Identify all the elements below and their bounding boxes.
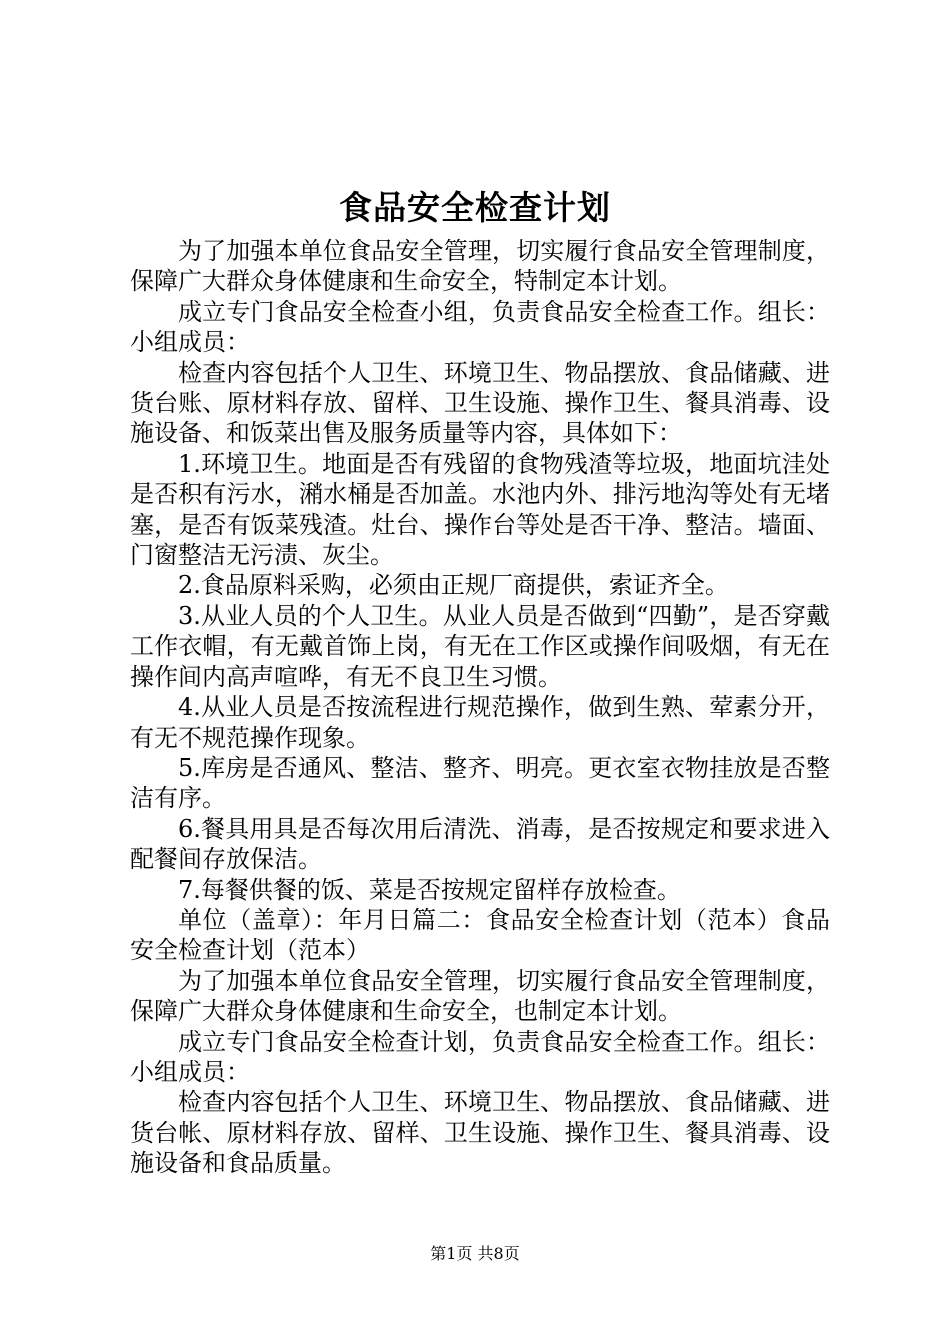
paragraph-signature: 单位（盖章）：年月日篇二：食品安全检查计划（范本）食品安全检查计划（范本） xyxy=(130,905,830,965)
paragraph-scope-2: 检查内容包括个人卫生、环境卫生、物品摆放、食品储藏、进货台帐、原材料存放、留样、卫生设施、操作卫生、餐具消毒、设施设备和食品质量。 xyxy=(130,1088,830,1178)
paragraph-item-3: 3.从业人员的个人卫生。从业人员是否做到“四勤”，是否穿戴工作衣帽，有无戴首饰上岗，有无在工作区或操作间吸烟，有无在操作间内高声喧哗，有无不良卫生习惯。 xyxy=(130,601,830,691)
paragraph-team-2: 成立专门食品安全检查计划，负责食品安全检查工作。组长：小组成员： xyxy=(130,1027,830,1086)
paragraph-item-2: 2.食品原料采购，必须由正规厂商提供，索证齐全。 xyxy=(178,571,729,600)
paragraph-item-6: 6.餐具用具是否每次用后清洗、消毒，是否按规定和要求进入配餐间存放保洁。 xyxy=(130,814,830,874)
paragraph-purpose: 为了加强本单位食品安全管理，切实履行食品安全管理制度，保障广大群众身体健康和生命安全，特制定本计划。 xyxy=(130,237,830,296)
page-number: 第1页 共8页 xyxy=(430,1244,520,1263)
document-body xyxy=(130,236,830,1179)
paragraph-team: 成立专门食品安全检查小组，负责食品安全检查工作。组长：小组成员： xyxy=(130,297,830,357)
document-title: 食品安全检查计划 xyxy=(339,188,611,227)
paragraph-item-7: 7.每餐供餐的饭、菜是否按规定留样存放检查。 xyxy=(178,875,681,904)
paragraph-item-5: 5.库房是否通风、整洁、整齐、明亮。更衣室衣物挂放是否整洁有序。 xyxy=(130,753,830,813)
paragraph-item-1: 1.环境卫生。地面是否有残留的食物残渣等垃圾，地面坑洼处是否积有污水，潲水桶是否加盖。水池内外、排污地沟等处有无堵塞，是否有饭菜残渣。灶台、操作台等处是否干净、整洁。墙面、门窗整洁无污渍、灰尘。 xyxy=(130,449,830,570)
paragraph-scope: 检查内容包括个人卫生、环境卫生、物品摆放、食品储藏、进货台账、原材料存放、留样、卫生设施、操作卫生、餐具消毒、设施设备、和饭菜出售及服务质量等内容，具体如下： xyxy=(130,358,830,448)
paragraph-purpose-2: 为了加强本单位食品安全管理，切实履行食品安全管理制度，保障广大群众身体健康和生命安全，也制定本计划。 xyxy=(130,966,830,1026)
paragraph-item-4: 4.从业人员是否按流程进行规范操作，做到生熟、荤素分开，有无不规范操作现象。 xyxy=(130,693,830,752)
